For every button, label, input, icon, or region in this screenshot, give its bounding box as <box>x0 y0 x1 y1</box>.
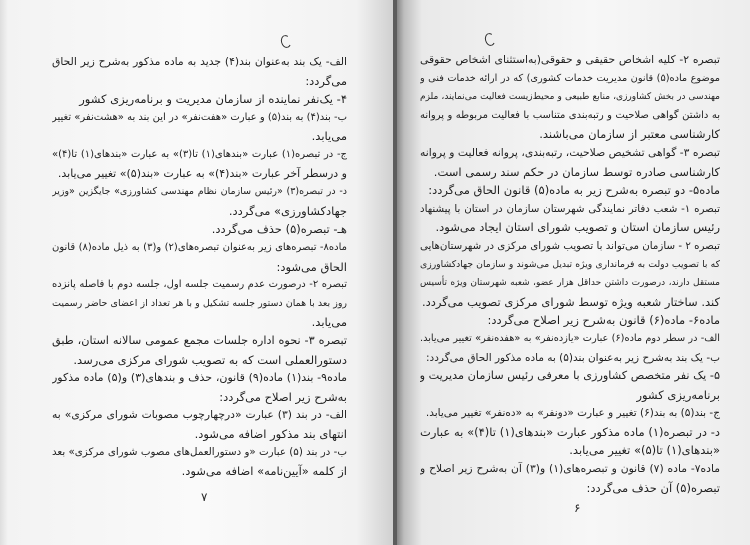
punch-hole <box>483 32 496 47</box>
text-line: تبصره(۵) آن حذف می‌گردد: <box>586 480 720 495</box>
text-line: جهادکشاورزی» می‌گردد. <box>228 203 347 218</box>
text-line: ۴- یک‌نفر نماینده از سازمان مدیریت و برنامه‌ریزی کشور <box>79 92 347 107</box>
text-line: تبصره ۳- نحوه اداره جلسات مجمع عمومی سالانه استان، طبق <box>52 333 347 347</box>
right-page <box>396 0 750 545</box>
text-line: که با تصویب دولت به فرمانداری ویژه تبدیل می‌شوند و سازمان جهادکشاورزی <box>420 258 720 270</box>
text-line: ماده۵- دو تبصره به‌شرح زیر به ماده(۵) قانون الحاق می‌گردد: <box>428 183 720 198</box>
text-line: ماده۶- ماده(۶) قانون به‌شرح زیر اصلاح می‌گردد: <box>487 313 720 328</box>
text-line: به‌شرح زیر اصلاح می‌گردد: <box>219 389 347 404</box>
text-line: ج- در تبصره(۱) عبارت «بندهای(۱) تا(۳)» به عبارت «بندهای(۱) تا(۴)» <box>52 148 347 160</box>
text-line: موضوع ماده(۵) قانون مدیریت خدمات کشوری) که در ارائه خدمات فنی و <box>420 72 720 84</box>
text-line: ج- بند(۵) به بند(۶) تغییر و عبارت «دونفر» به «ده‌نفر» تغییر می‌یابد. <box>425 407 720 420</box>
text-line: الف- در بند (۳) عبارت «درچهارچوب مصوبات شورای مرکزی» به <box>52 408 347 422</box>
text-line: ماده۹- بند(۱) ماده(۹) قانون، حذف و بندهای(۳) و(۵) ماده مذکور <box>52 371 347 385</box>
text-line: هـ- تبصره(۵) حذف می‌گردد. <box>211 222 347 237</box>
text-line: د- در تبصره(۱) ماده مذکور عبارت «بندهای(۱) تا(۴)» به عبارت <box>420 424 720 439</box>
text-line: رئیس سازمان استان و تصویب شورای استان ایجاد می‌شود. <box>435 220 720 235</box>
text-line: ب- در بند (۵) عبارت «و دستورالعمل‌های مصوب شورای مرکزی» بعد <box>52 446 347 459</box>
text-line: از کلمه «آیین‌نامه» اضافه می‌شود. <box>181 464 347 479</box>
book-spine <box>393 0 397 545</box>
text-line: به داشتن گواهی صلاحیت و رتبه‌بندی متناسب با فعالیت مربوطه و پروانه <box>420 109 720 121</box>
right-page-text <box>420 51 720 497</box>
text-line: روز بعد با همان دستور جلسه تشکیل و با هر تعداد از اعضای حاضر رسمیت <box>52 297 347 309</box>
text-line: الف- یک بند به‌عنوان بند(۴) جدید به ماده مذکور به‌شرح زیر الحاق <box>52 55 347 68</box>
text-line: د- در تبصره(۳) «رئیس سازمان نظام مهندسی کشاورزی» جایگزین «وزیر <box>52 186 347 198</box>
text-line: ۵- یک نفر متخصص کشاورزی با معرفی رئیس سازمان مدیریت و <box>420 369 720 383</box>
page-number: ۷ <box>201 490 208 504</box>
text-line: دستورالعملی است که به تصویب شورای مرکزی می‌رسد. <box>73 352 347 367</box>
left-page-text <box>52 53 347 481</box>
text-line: ماده۸- تبصره‌های زیر به‌عنوان تبصره‌های(۲) و(۳) به ذیل ماده(۸) قانون <box>52 241 347 253</box>
text-line: الف- در سطر دوم ماده(۶) عبارت «یازده‌نفر» به «هفده‌نفر» تغییر می‌یابد. <box>420 332 720 344</box>
text-line: انتهای بند مذکور اضافه می‌شود. <box>194 426 347 441</box>
text-line: ب- بند(۴) به بند(۵) و عبارت «هفت‌نفر» در این بند به «هشت‌نفر» تغییر <box>52 111 347 123</box>
text-line: الحاق می‌شود: <box>276 259 347 274</box>
text-line: تبصره ۱- شعب دفاتر نمایندگی شهرستان سازمان در استان با پیشنهاد <box>420 202 720 215</box>
text-line: تبصره ۲- درصورت عدم رسمیت جلسه اول، جلسه دوم با فاصله پانزده <box>52 279 347 291</box>
text-line: «بندهای(۱) تا(۵)» تغییر می‌یابد. <box>569 443 720 458</box>
text-line: برنامه‌ریزی کشور <box>636 387 720 402</box>
page-number: ۶ <box>574 501 581 515</box>
text-line: تبصره ۲- کلیه اشخاص حقیقی و حقوقی(به‌استثنای اشخاص حقوقی <box>420 53 720 66</box>
text-line: کارشناسی صادره توسط سازمان در حکم سند رسمی است. <box>433 164 720 179</box>
text-line: می‌یابد. <box>311 315 347 330</box>
text-line: تبصره ۳- گواهی تشخیص صلاحیت، رتبه‌بندی، پروانه فعالیت و پروانه <box>420 145 720 159</box>
text-line: و درسطر آخر عبارت «بند(۴)» به عبارت «بند(۵)» تغییر می‌یابد. <box>57 166 347 180</box>
text-line: تبصره ۲ - سازمان می‌تواند با تصویب شورای مرکزی در شهرستان‌هایی <box>420 239 720 252</box>
text-line: می‌یابد. <box>311 129 347 144</box>
text-line: مهندسی در بخش کشاورزی، منابع طبیعی و محیط‌زیست فعالیت می‌نمایند، ملزم <box>420 92 720 103</box>
text-line: ب- یک بند به‌شرح زیر به‌عنوان بند(۵) به ماده مذکور الحاق می‌گردد: <box>426 351 720 364</box>
punch-hole <box>279 34 292 49</box>
text-line: می‌گردد: <box>305 73 347 88</box>
text-line: مستقل دارند، درصورت داشتن حداقل هزار عضو، شعبه شهرستان ویژه تأسیس <box>420 278 720 289</box>
text-line: ماده۷- ماده (۷) قانون و تبصره‌های(۱) و(۳) آن به‌شرح زیر اصلاح و <box>420 462 720 476</box>
text-line: کارشناسی معتبر از سازمان می‌باشند. <box>539 127 720 142</box>
text-line: کند. ساختار شعبه ویژه توسط شورای مرکزی تصویب می‌گردد. <box>421 294 720 309</box>
